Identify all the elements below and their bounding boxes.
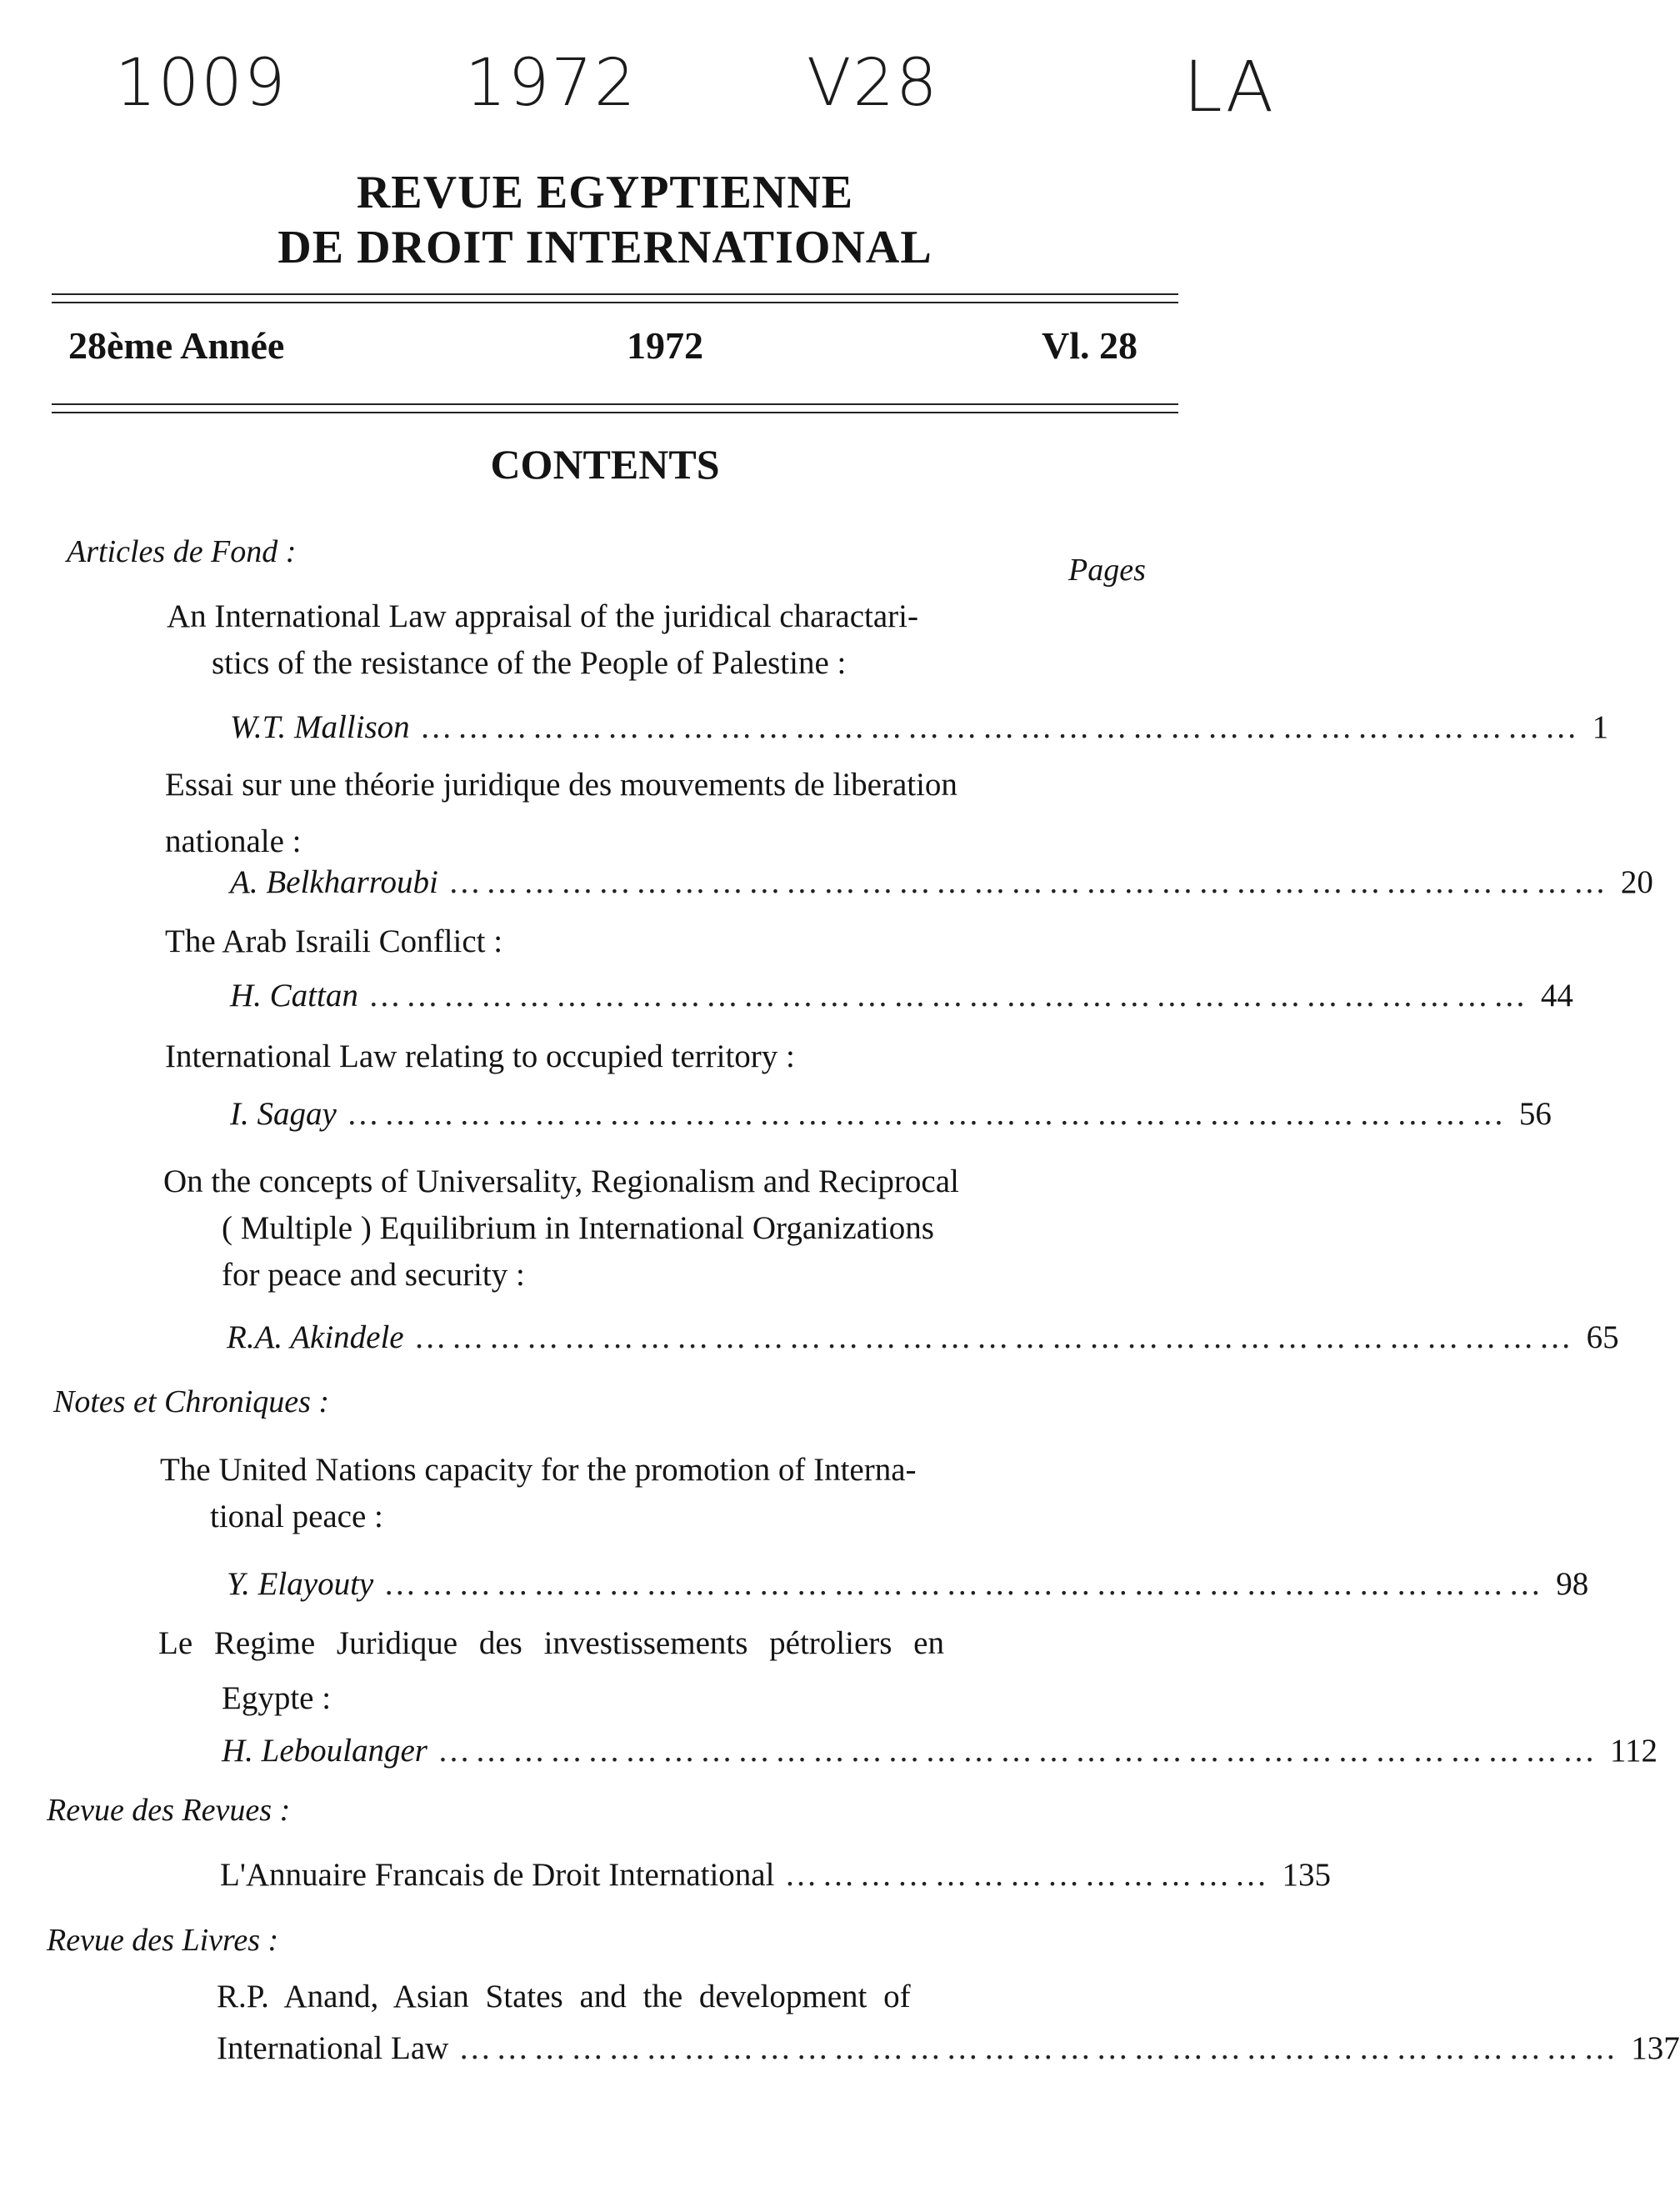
entry-page-number: 135 <box>1282 1857 1331 1893</box>
toc-entry-5-author-row <box>227 1319 1619 1356</box>
entry-title-line: ( Multiple ) Equilibrium in International Organizations <box>222 1210 934 1246</box>
section-articles: Articles de Fond : <box>67 534 297 569</box>
leader-dots: ………………………………………………………………………………… <box>413 1319 1577 1355</box>
toc-entry-5 <box>163 1159 1155 1299</box>
entry-title-line: International Law relating to occupied territory : <box>165 1038 795 1074</box>
handwritten-note-4: LA <box>1183 46 1276 128</box>
entry-page-number: 56 <box>1518 1096 1552 1132</box>
leader-dots: ………………………………………………………………………………… <box>419 709 1582 745</box>
entry-page-number: 20 <box>1620 864 1653 900</box>
leader-dots: ………………………………………………………………………………… <box>438 1733 1600 1769</box>
year-label: 28ème Année <box>68 324 285 367</box>
entry-author: W.T. Mallison <box>230 709 410 745</box>
entry-title-line: International Law <box>217 2030 449 2066</box>
entry-title-line: Essai sur une théorie juridique des mouvements de liberation <box>165 767 958 803</box>
toc-entry-1-author-row <box>230 708 1609 746</box>
pages-column-label: Pages <box>1068 553 1146 588</box>
toc-entry-3-author-row <box>230 977 1573 1014</box>
toc-entry-9 <box>217 1974 1153 2020</box>
entry-title-line: The United Nations capacity for the promotion of Interna- <box>160 1452 917 1488</box>
entry-title-line: L'Annuaire Francais de Droit International <box>220 1857 775 1893</box>
toc-entry-3 <box>165 918 1153 965</box>
publication-year: 1972 <box>627 324 703 367</box>
entry-page-number: 137 <box>1631 2030 1680 2066</box>
entry-title-line: for peace and security : <box>222 1257 525 1293</box>
handwritten-note-1: 1009 <box>115 46 288 121</box>
entry-title-line: Le Regime Juridique des investissements pétroliers en <box>158 1625 944 1661</box>
entry-page-number: 1 <box>1592 709 1609 745</box>
mid-rule-1 <box>52 403 1178 405</box>
entry-title-line: stics of the resistance of the People of Palestine : <box>212 645 847 681</box>
section-revue-des-revues: Revue des Revues : <box>47 1793 291 1828</box>
toc-entry-6 <box>160 1447 1155 1540</box>
section-revue-des-livres: Revue des Livres : <box>47 1923 279 1958</box>
toc-entry-4-author-row <box>230 1095 1552 1133</box>
entry-title-line: The Arab Israili Conflict : <box>165 923 503 959</box>
entry-title-line: nationale : <box>165 823 302 859</box>
entry-page-number: 44 <box>1540 978 1573 1013</box>
entry-title-line: R.P. Anand, Asian States and the development of <box>217 1979 911 2014</box>
entry-title-line: Egypte : <box>222 1680 332 1716</box>
toc-entry-7-author-row <box>222 1732 1658 1769</box>
entry-author: A. Belkharroubi <box>230 864 438 900</box>
toc-entry-2 <box>165 762 1153 865</box>
toc-entry-4 <box>165 1033 1153 1080</box>
handwritten-note-2: 1972 <box>465 46 638 121</box>
entry-author: I. Sagay <box>230 1096 337 1132</box>
toc-entry-8 <box>220 1852 1331 1899</box>
leader-dots: ………………………………………………………………………………… <box>383 1566 1547 1602</box>
journal-title-line-1: REVUE EGYPTIENNE <box>356 167 854 218</box>
entry-title-line: On the concepts of Universality, Regionalism and Reciprocal <box>163 1164 959 1199</box>
leader-dots: ………………………………………………………………………………… <box>368 978 1531 1013</box>
mid-rule-2 <box>52 412 1178 413</box>
toc-entry-9-author-row <box>217 2025 1680 2072</box>
section-notes: Notes et Chroniques : <box>53 1384 330 1419</box>
entry-title-line: An International Law appraisal of the juridical charactari- <box>167 598 918 634</box>
entry-author: Y. Elayouty <box>227 1566 374 1602</box>
toc-entry-6-author-row <box>227 1565 1589 1603</box>
leader-dots: ………………………………………………………………………………… <box>448 864 1611 900</box>
volume-label: Vl. 28 <box>1042 324 1138 367</box>
toc-entry-7 <box>158 1620 1155 1722</box>
entry-author: R.A. Akindele <box>227 1319 404 1355</box>
entry-title-line: tional peace : <box>210 1499 383 1534</box>
journal-title-line-2: DE DROIT INTERNATIONAL <box>278 222 932 273</box>
entry-author: H. Leboulanger <box>222 1733 428 1769</box>
handwritten-note-3: V28 <box>807 46 939 121</box>
toc-entry-2-author-row <box>230 863 1653 901</box>
leader-dots: ………………………………………………………………………………… <box>346 1096 1509 1132</box>
top-rule-2 <box>52 302 1178 303</box>
leader-dots: ………………………………………………………………………………… <box>458 2030 1622 2066</box>
entry-page-number: 65 <box>1586 1319 1619 1355</box>
entry-author: H. Cattan <box>230 978 358 1013</box>
leader-dots: ………………………………… <box>784 1857 1272 1893</box>
toc-entry-1 <box>167 593 1155 687</box>
entry-page-number: 98 <box>1556 1566 1589 1602</box>
contents-heading: CONTENTS <box>490 441 720 488</box>
entry-page-number: 112 <box>1610 1733 1658 1769</box>
top-rule-1 <box>52 293 1178 295</box>
journal-title <box>0 165 1210 275</box>
